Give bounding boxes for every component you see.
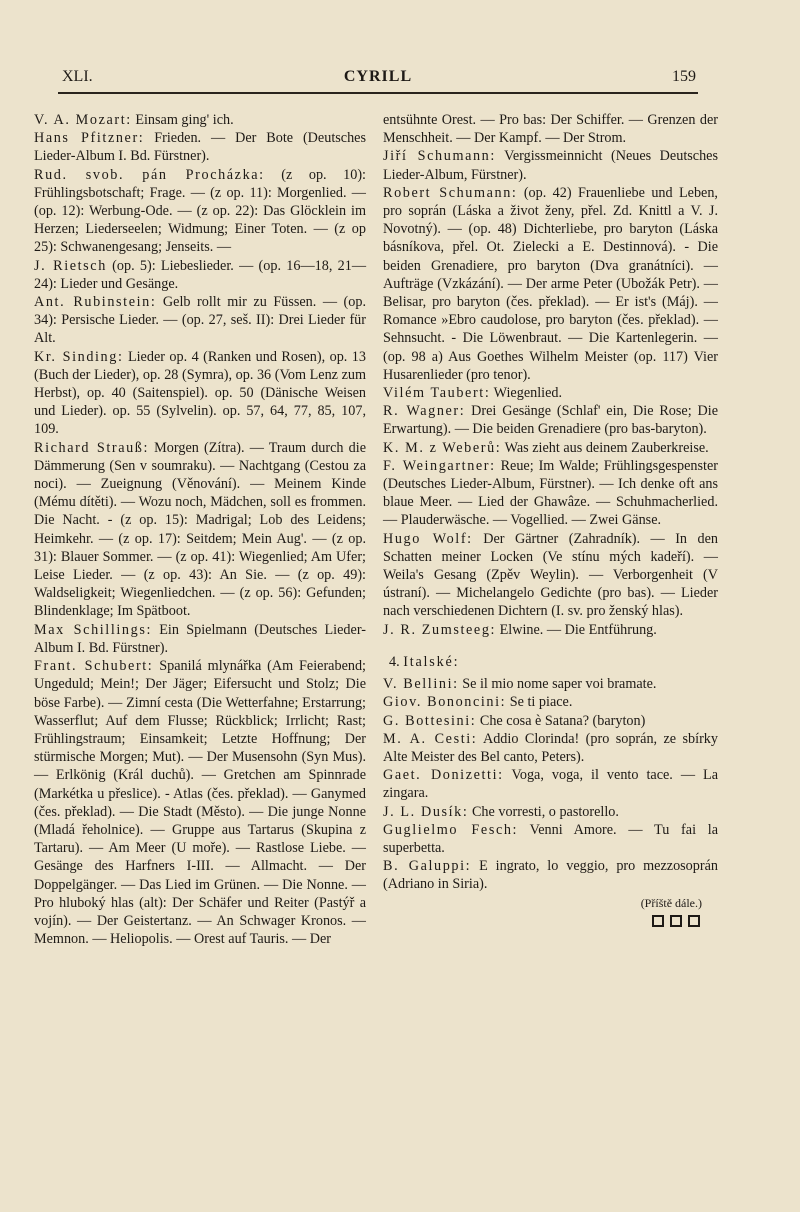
work-entry xyxy=(383,803,718,821)
composer-name: R. Wagner: xyxy=(383,403,466,420)
header-rule xyxy=(58,92,698,94)
composer-name: Rud. svob. pán Procházka: xyxy=(34,166,265,183)
composer-name: Gaet. Donizetti: xyxy=(383,767,504,784)
running-title: CYRILL xyxy=(343,68,413,85)
works-text: Elwine. — Die Entführung. xyxy=(496,621,657,638)
works-text: Addio Clorinda! (pro soprán, ze sbírky Alte Meister des Bel canto, Peters). xyxy=(383,730,718,765)
work-entry xyxy=(383,857,718,893)
work-entry xyxy=(383,766,718,802)
works-text: Voga, voga, il vento tace. — La zingara. xyxy=(383,767,719,802)
work-entry xyxy=(383,712,718,730)
works-text: Der Gärtner (Zahradník). — In den Schatten meiner Locken (Ve stínu mých kadeří). — Weila's Gesang (Zpěv Weylin). — Verborgenheit (V ústraní). — Michelangelo Gedichte (pro bas). — Lieder nach verschiedenen Dichtern (I. sv. pro ženský hlas). xyxy=(383,530,718,620)
composer-name: B. Galuppi: xyxy=(383,858,472,875)
composer-name: Hugo Wolf: xyxy=(383,530,473,547)
right-entries xyxy=(383,111,718,639)
composer-name: J. R. Zumsteeg: xyxy=(383,621,497,638)
right-column xyxy=(383,111,718,927)
works-text: (z op. 10): Frühlingsbotschaft; Frage. — (z op. 11): Morgenlied. — (op. 12): Werbung-Ode. — (z op. 22): Das Glöcklein im Herzen; Liederseelen; Widmung; Einer Toten. — (z op 25): Schwanengesang; Jenseits. — xyxy=(34,166,366,256)
works-text: Vergissmeinnicht (Neues Deutsches Lieder-Album, Fürstner). xyxy=(383,148,718,183)
section-label: Italské: xyxy=(403,653,460,670)
work-entry xyxy=(34,657,366,948)
work-entry xyxy=(383,439,718,457)
work-entry xyxy=(383,184,718,384)
volume-number: XLI. xyxy=(62,68,93,85)
work-entry xyxy=(383,384,718,402)
work-entry xyxy=(34,348,366,439)
works-text: Se ti piace. xyxy=(506,694,573,711)
work-entry xyxy=(383,147,718,183)
work-entry xyxy=(34,129,366,165)
composer-name: M. A. Cesti: xyxy=(383,730,478,747)
works-text: Gelb rollt mir zu Füssen. — (op. 34): Persische Lieder. — (op. 27, seš. II): Drei Lieder für Alt. xyxy=(34,294,366,347)
composer-name: V. A. Mozart: xyxy=(34,112,132,128)
work-entry xyxy=(383,730,718,766)
works-text: Frieden. — Der Bote (Deutsches Lieder-Album I. Bd. Fürstner). xyxy=(34,130,366,165)
composer-name: Giov. Bononcini: xyxy=(383,694,507,711)
works-text: Che cosa è Satana? (baryton) xyxy=(476,712,646,729)
works-text: entsühnte Orest. — Pro bas: Der Schiffer. — Grenzen der Menschheit. — Der Kampf. — Der Strom. xyxy=(383,112,718,147)
italian-entries xyxy=(383,675,718,893)
works-text: Se il mio nome saper voi bramate. xyxy=(458,676,657,693)
composer-name: K. M. z Weberů: xyxy=(383,439,502,456)
page-number: 159 xyxy=(672,68,696,85)
composer-name: Kr. Sinding: xyxy=(34,348,124,365)
works-text: Reue; Im Walde; Frühlingsgespenster (Deutsches Lieder-Album, Fürstner). — Ich denke oft ans blaue Meer. — Lied der Ghawâze. — Schuhmacherlied. — Plauderwäsche. — Vogellied. — Zwei Gänse. xyxy=(383,457,718,529)
end-ornament xyxy=(383,915,718,927)
composer-name: Robert Schumann: xyxy=(383,184,518,201)
works-text: (op. 5): Liebeslieder. — (op. 16—18, 21—24): Lieder und Gesänge. xyxy=(34,257,367,292)
work-entry xyxy=(34,111,366,129)
square-ornament-icon xyxy=(688,915,700,927)
square-ornament-icon xyxy=(652,915,664,927)
works-text: Spanilá mlynářka (Am Feierabend; Ungeduld; Mein!; Der Jäger; Eifersucht und Stolz; Die böse Farbe). — Zimní cesta (Die Wetterfahne; Erstarrung; Wasserflut; Auf dem Flusse; Rückblick; Irrlicht; Rast; Frühlingstraum; Einsamkeit; Letzte Hoffnung; Der stürmische Morgen; Mut). — Der Musensohn (Syn Mus). — Erlkönig (Král duchů). — Gretchen am Spinnrade (Markétka u přeslice). - Atlas (čes. překlad). — Ganymed (čes. překlad). — Die Stadt (Město). — Die junge Nonne (Mladá řeholnice). — Gruppe aus Tartarus (Skupina z Tartaru). — Am Meer (U moře). — Rastlose Liebe. — Gesänge des Harfners I-III. — Allmacht. — Der Doppelgänger. — Das Lied im Grünen. — Die Nonne. — Pro hluboký hlas (alt): Der Schäfer und Reiter (Pastýř a vojín). — Der Geistertanz. — An Schwager Kronos. — Memnon. — Heliopolis. — Orest auf Tauris. — Der xyxy=(34,658,367,948)
left-column xyxy=(34,111,366,948)
works-text: Venni Amore. — Tu fai la superbetta. xyxy=(383,821,719,856)
composer-name: J. L. Dusík: xyxy=(383,803,469,820)
composer-name: Richard Strauß: xyxy=(34,439,150,456)
works-text: Morgen (Zítra). — Traum durch die Dämmerung (Sen v soumraku). — Nachtgang (Cestou za noci). — Zueignung (Věnování). — Meinem Kinde (Mému dítěti). — Wozu noch, Mädchen, soll es frommen. Die Nacht. - (z op. 15): Madrigal; Lob des Leidens; Heimkehr. — (z op. 17): Seitdem; Mein Aug'. — (z op. 31): Blauer Sommer. — (z op. 41): Wiegenlied; Am Ufer; Leise Lieder. — (z op. 43): An Sie. — (z op. 49): Waldseligkeit; Wiegenliedchen. — (z op. 56): Gefunden; Blindenklage; Im Spätboot. xyxy=(34,439,366,620)
works-text: Einsam ging' ich. xyxy=(131,112,234,128)
work-entry xyxy=(34,257,366,293)
work-entry xyxy=(383,402,718,438)
work-entry xyxy=(34,621,366,657)
works-text: Che vorresti, o pastorello. xyxy=(468,803,619,820)
work-entry xyxy=(34,439,366,621)
works-text: Drei Gesänge (Schlaf' ein, Die Rose; Die Erwartung). — Die beiden Grenadiere (pro bas-baryton). xyxy=(383,403,718,438)
composer-name: Jiří Schumann: xyxy=(383,148,496,165)
section-number: 4. xyxy=(389,653,400,670)
composer-name: V. Bellini: xyxy=(383,676,459,693)
works-text: Wiegenlied. xyxy=(490,385,563,402)
composer-name: Max Schillings: xyxy=(34,621,152,638)
works-text: Lieder op. 4 (Ranken und Rosen), op. 13 (Buch der Lieder), op. 28 (Symra), op. 36 (Vom Lenz zum Herbst), op. 40 (Saitenspiel). op. 50 (Dänische Weisen und Lieder). op. 55 (Sylvelin). op. 57, 64, 77, 85, 107, 109. xyxy=(34,348,366,438)
work-entry xyxy=(34,293,366,348)
works-text: Was zieht aus deinem Zauberkreise. xyxy=(501,439,709,456)
composer-name: Vilém Taubert: xyxy=(383,385,491,402)
composer-name: Guglielmo Fesch: xyxy=(383,821,519,838)
work-entry xyxy=(383,821,718,857)
work-entry xyxy=(383,675,718,693)
work-entry xyxy=(383,457,718,530)
page-header xyxy=(58,68,698,90)
works-text: Ein Spielmann (Deutsches Lieder-Album I. Bd. Fürstner). xyxy=(34,621,366,656)
square-ornament-icon xyxy=(670,915,682,927)
composer-name: G. Bottesini: xyxy=(383,712,477,729)
work-entry xyxy=(383,111,718,147)
works-text: E ingrato, lo veggio, pro mezzosoprán (Adriano in Siria). xyxy=(383,858,718,893)
section-heading xyxy=(383,653,718,671)
continued-note: (Příště dále.) xyxy=(640,895,702,910)
work-entry xyxy=(383,530,718,621)
work-entry xyxy=(383,693,718,711)
composer-name: Frant. Schubert: xyxy=(34,658,154,675)
works-text: (op. 42) Frauenliebe und Leben, pro soprán (Láska a život ženy, přel. Zd. Knittl a V. J. Novotný). — (op. 48) Dichterliebe, pro baryton (Láska básníkova, přel. Ot. Zielecki a E. Destinnová). - Die beiden Grenadiere, pro baryton (Dva granátníci). — Aufträge (Vzkázání). — Der arme Peter (Ubožák Petr). — Belisar, pro baryton (čes. překlad). — Er ist's (Máj). — Romance »Ebro caudolose, pro baryton (čes. překlad). — Sehnsucht. - Die Löwenbraut. — Die Kartenlegerin. — (op. 98 a) Aus Goethes Wilhelm Meister (op. 117) Vier Husarenlieder (pro tenor). xyxy=(383,184,718,383)
work-entry xyxy=(383,621,718,639)
composer-name: Hans Pfitzner: xyxy=(34,130,145,147)
composer-name: Ant. Rubinstein: xyxy=(34,294,157,311)
composer-name: F. Weingartner: xyxy=(383,457,496,474)
work-entry xyxy=(34,166,366,257)
composer-name: J. Rietsch xyxy=(34,257,107,274)
